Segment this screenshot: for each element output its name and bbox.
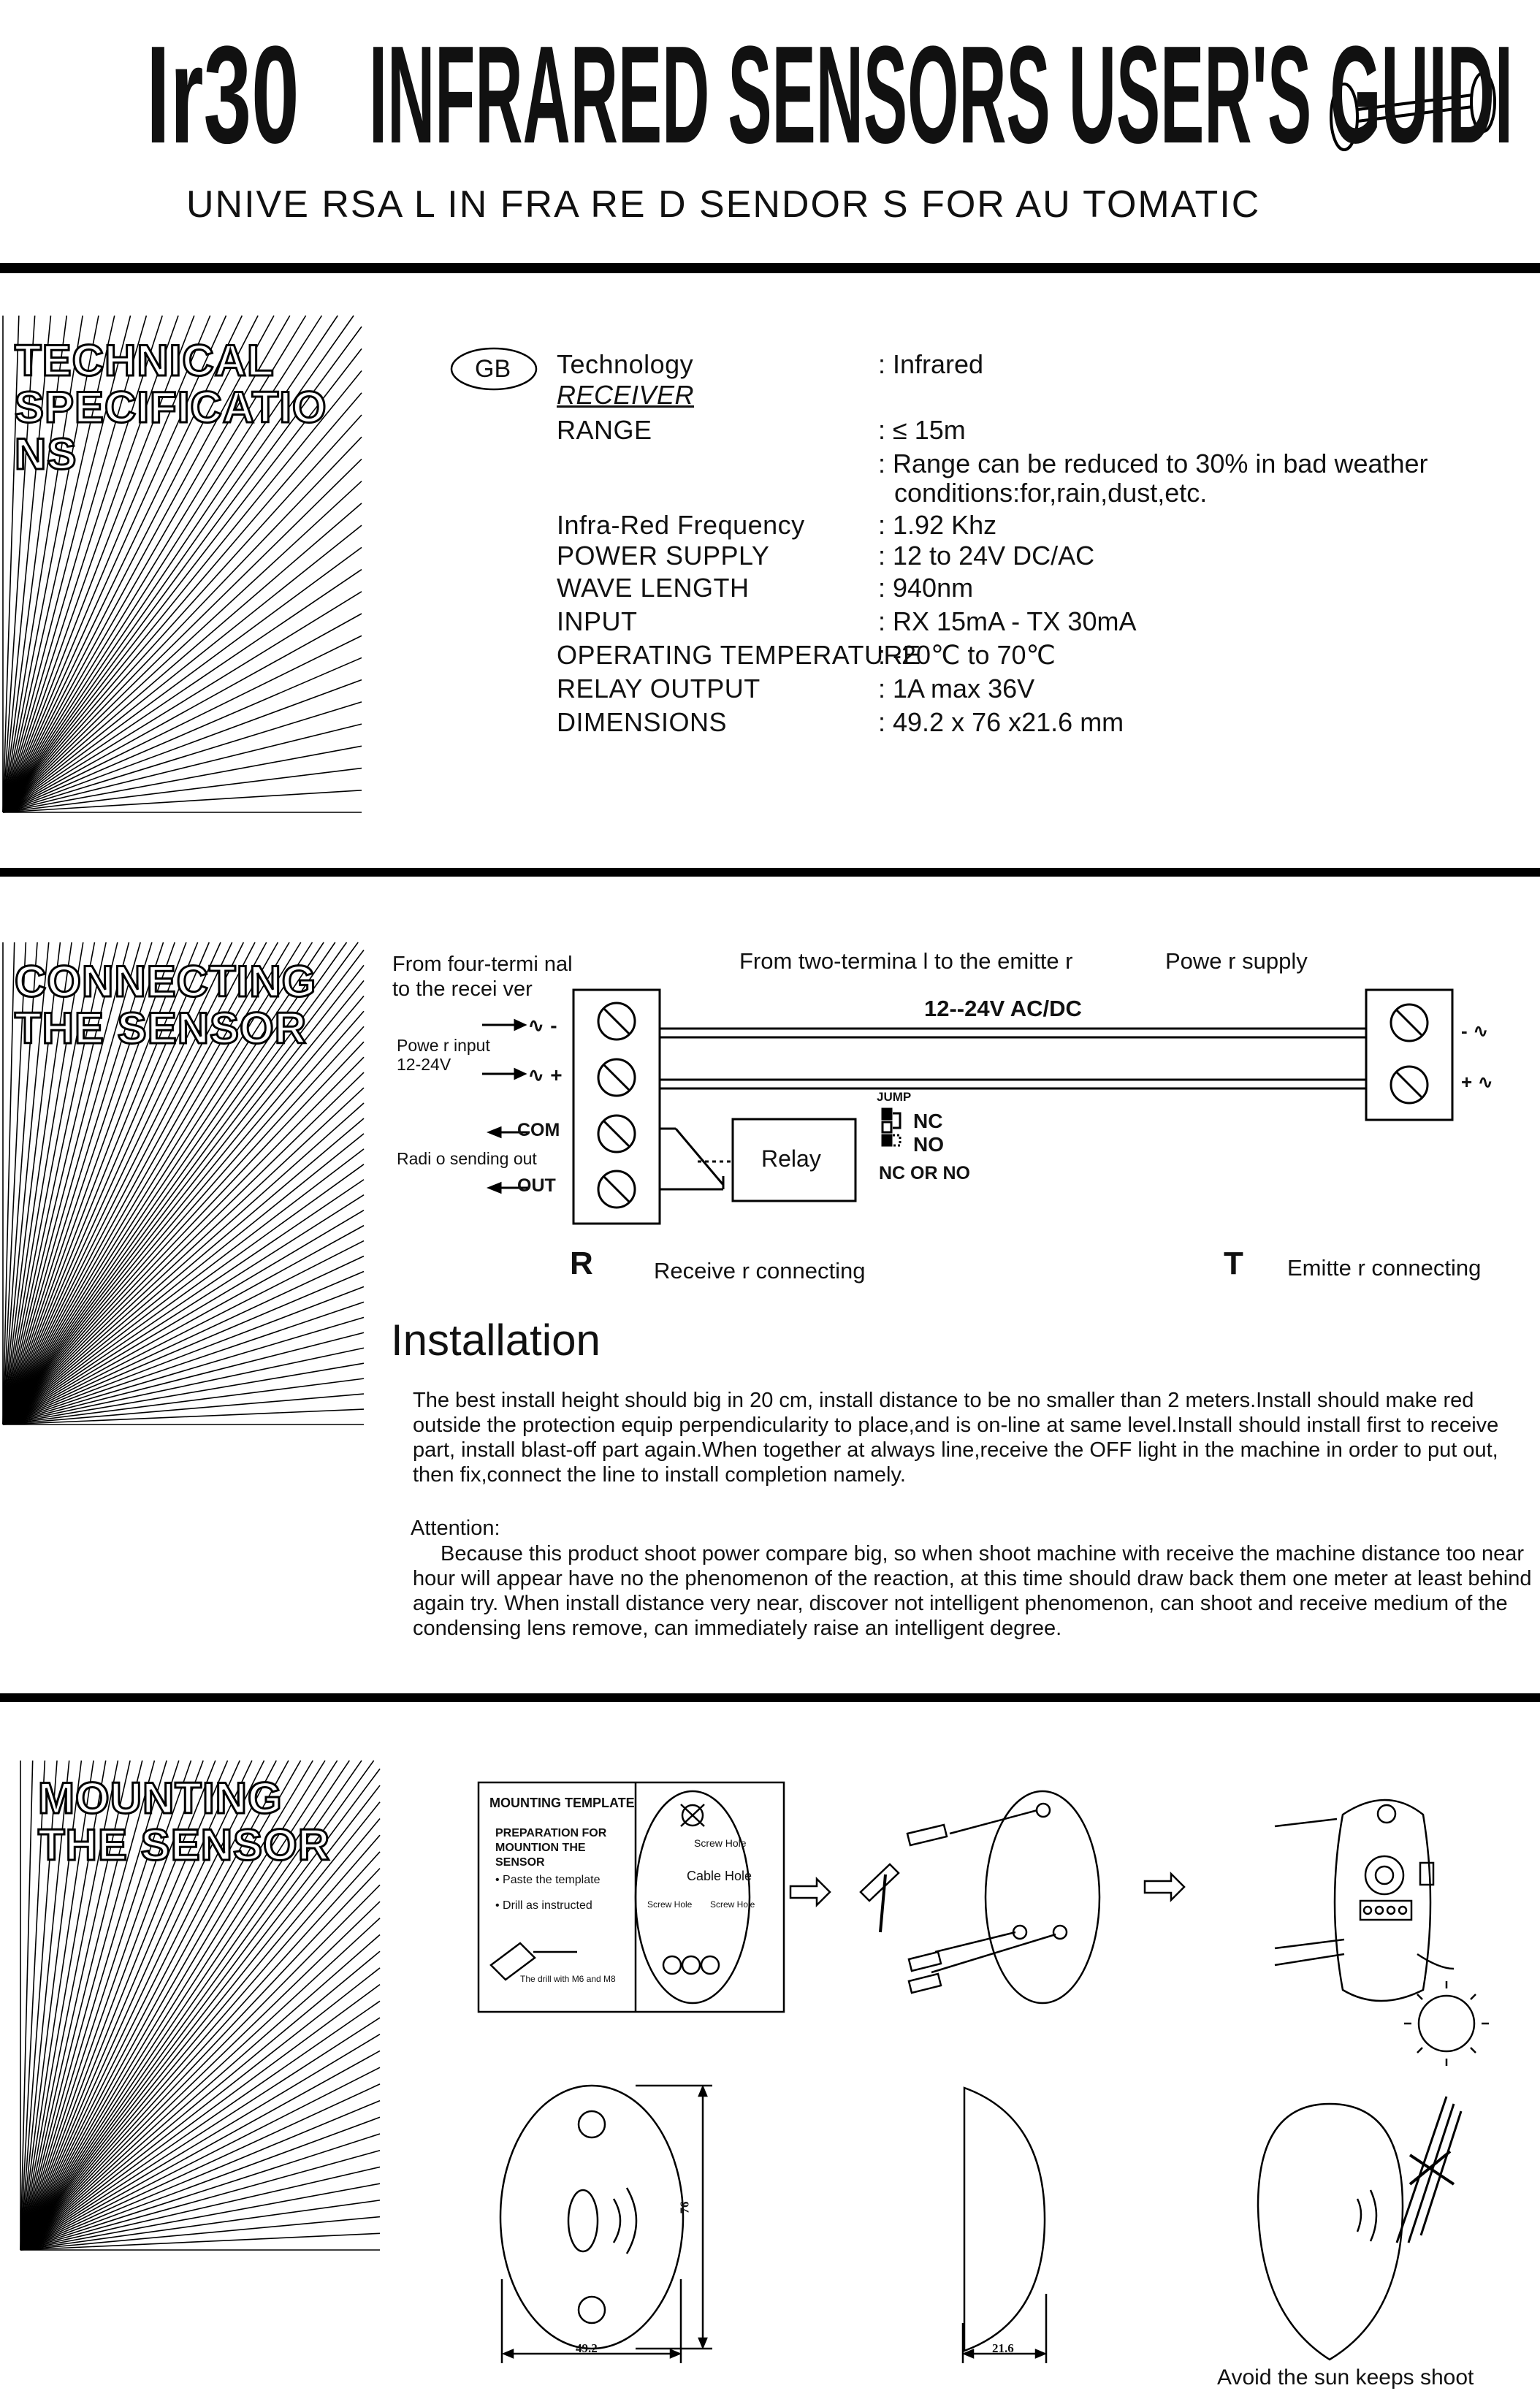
sunburst-ray bbox=[3, 724, 362, 812]
sunburst-ray bbox=[3, 570, 362, 812]
sun-rays bbox=[1404, 1981, 1489, 2066]
sunburst-ray bbox=[3, 459, 362, 812]
spec-label: POWER SUPPLY bbox=[557, 541, 770, 571]
template-title: MOUNTING TEMPLATE bbox=[489, 1796, 635, 1810]
lang-badge: GB bbox=[475, 355, 511, 383]
spec-row bbox=[557, 671, 1506, 704]
emitter-minus-symbol: - ∿ bbox=[1461, 1020, 1489, 1042]
spec-value: : 12 to 24V DC/AC bbox=[878, 541, 1095, 571]
sunburst-ray bbox=[3, 503, 362, 812]
sunburst-ray bbox=[3, 1409, 364, 1424]
template-drill-note: The drill with M6 and M8 bbox=[520, 1974, 616, 1984]
section-title-mounting: MOUNTING THE SENSOR bbox=[38, 1774, 331, 1869]
template-drill: • Drill as instructed bbox=[495, 1899, 592, 1912]
spec-row bbox=[557, 411, 1506, 446]
sunburst-ray bbox=[20, 1951, 380, 2250]
attention-paragraph: Because this product shoot power compare big, so when shoot machine with receive the machine distance too near hour will appear have no the phenomenon of the reaction, at this time should draw back them one meter at least behind again try. When install distance very near, discover not intelligent phenomenon, can shoot and receive medium of the condensing lens remove, can immediately raise an intelligent degree. bbox=[413, 1542, 1532, 1640]
attention-label: Attention: bbox=[411, 1517, 500, 1540]
power-input-label: Powe r input 12-24V bbox=[397, 1036, 490, 1074]
template-screw-hole: Screw Hole bbox=[694, 1837, 747, 1849]
spec-row bbox=[557, 704, 1506, 738]
sunburst-ray bbox=[20, 2233, 380, 2250]
dimension-depth: 21.6 bbox=[992, 2341, 1014, 2355]
spec-value: : Range can be reduced to 30% in bad weather bbox=[878, 449, 1428, 478]
emitter-letter: T bbox=[1224, 1246, 1243, 1281]
spec-value: : 49.2 x 76 x21.6 mm bbox=[878, 707, 1124, 737]
from-four-terminal-label: From four-termi nal to the recei ver bbox=[392, 953, 573, 1001]
sunburst-ray bbox=[20, 1761, 33, 2250]
title-model: Ir30 bbox=[146, 18, 300, 172]
template-cable-hole: Cable Hole bbox=[687, 1869, 752, 1883]
spec-value: : RX 15mA - TX 30mA bbox=[878, 606, 1137, 636]
sunburst-ray bbox=[20, 2217, 380, 2250]
power-supply-label: Powe r supply bbox=[1165, 948, 1308, 974]
spec-value: : Infrared bbox=[878, 349, 984, 379]
sunburst-ray bbox=[3, 768, 362, 812]
wiring-diagram bbox=[482, 990, 1452, 1224]
ac-plus-symbol: ∿ + bbox=[527, 1064, 563, 1086]
spec-label: INPUT bbox=[557, 606, 638, 636]
spec-row bbox=[557, 603, 1506, 637]
spec-label: DIMENSIONS bbox=[557, 707, 728, 737]
spec-row bbox=[557, 348, 1506, 380]
spec-value: : ≤ 15m bbox=[878, 415, 966, 445]
section-title-connecting: CONNECTING THE SENSOR bbox=[15, 957, 317, 1053]
emitter-plus-symbol: + ∿ bbox=[1461, 1071, 1494, 1093]
com-label: COM bbox=[517, 1120, 560, 1140]
section-title-specs: TECHNICAL SPECIFICATIO NS bbox=[15, 336, 327, 478]
sunburst-ray bbox=[3, 657, 362, 812]
template-screw-hole-right: Screw Hole bbox=[710, 1899, 755, 1910]
sunburst-ray bbox=[20, 1902, 380, 2250]
spec-label: RELAY OUTPUT bbox=[557, 674, 761, 703]
template-screw-hole-left: Screw Hole bbox=[647, 1899, 693, 1910]
avoid-sun-caption: Avoid the sun keeps shoot bbox=[1217, 2365, 1474, 2390]
spec-row bbox=[557, 380, 1506, 411]
spec-row bbox=[557, 571, 1506, 603]
sunburst-ray bbox=[3, 1134, 364, 1424]
no-label: NO bbox=[913, 1133, 944, 1156]
sunburst-ray bbox=[3, 525, 362, 812]
sunburst-ray bbox=[20, 1985, 380, 2250]
nc-label: NC bbox=[913, 1110, 943, 1132]
spec-value: : -20℃ to 70℃ bbox=[878, 640, 1056, 670]
spec-label: Infra-Red Frequency bbox=[557, 510, 805, 540]
template-paste: • Paste the template bbox=[495, 1874, 601, 1886]
divider-header bbox=[0, 263, 1540, 273]
sunburst-ray bbox=[3, 547, 362, 812]
installation-heading: Installation bbox=[391, 1316, 601, 1365]
subtitle: UNIVE RSA L IN FRA RE D SENDOR S FOR AU TOMATIC bbox=[186, 183, 1261, 226]
receiver-connecting-label: Receive r connecting bbox=[654, 1258, 866, 1284]
spec-label: RECEIVER bbox=[557, 380, 695, 410]
installation-paragraph: The best install height should big in 20 cm, install distance to be no smaller than 2 meters.Install should make red outside the protection equip perpendicularity to place,and is on-line at same level.Install should install first to receive part, install blast-off part again.When together at always line,receive the OFF light in the machine in order to put out, then fix,connect the line to install completion namely. bbox=[413, 1389, 1499, 1487]
sunburst-ray bbox=[3, 996, 364, 1424]
title-main: INFRARED SENSORS USER'S GUIDI bbox=[369, 18, 1513, 172]
emitter-connecting-label: Emitte r connecting bbox=[1287, 1255, 1482, 1281]
spec-label: RANGE bbox=[557, 415, 652, 445]
sunburst-ray bbox=[3, 1026, 364, 1424]
ac-minus-symbol: ∿ - bbox=[527, 1014, 557, 1037]
from-two-terminal-label: From two-termina l to the emitte r bbox=[739, 948, 1073, 974]
sunburst-ray bbox=[3, 1149, 364, 1424]
spec-row bbox=[557, 508, 1506, 541]
sunburst-ray bbox=[3, 1394, 364, 1424]
spec-value: : 940nm bbox=[878, 573, 974, 603]
sunburst-ray bbox=[3, 790, 362, 812]
relay-label: Relay bbox=[761, 1145, 821, 1172]
divider-specs bbox=[0, 868, 1540, 877]
sunburst-ray bbox=[20, 1835, 380, 2250]
nc-or-no-label: NC OR NO bbox=[879, 1163, 970, 1183]
radio-out-label: Radi o sending out bbox=[397, 1149, 537, 1168]
sunburst-ray bbox=[20, 1869, 380, 2250]
sunburst-ray bbox=[20, 2001, 380, 2250]
spec-value: conditions:for,rain,dust,etc. bbox=[894, 478, 1208, 508]
template-prep: PREPARATION FOR MOUNTION THE SENSOR bbox=[495, 1827, 607, 1869]
spec-value: : 1.92 Khz bbox=[878, 510, 997, 540]
spec-row bbox=[557, 479, 1506, 508]
sunburst-ray bbox=[3, 1210, 364, 1424]
receiver-terminal-screws bbox=[598, 1003, 635, 1208]
specs-table bbox=[557, 348, 1506, 738]
spec-label: OPERATING TEMPERATURE bbox=[557, 640, 921, 670]
sunburst-ray bbox=[3, 1057, 364, 1424]
spec-row bbox=[557, 446, 1506, 479]
mounting-illustrations bbox=[479, 1782, 1489, 2363]
receiver-letter: R bbox=[570, 1246, 593, 1281]
spec-label: WAVE LENGTH bbox=[557, 573, 750, 603]
spec-label: Technology bbox=[557, 349, 694, 379]
sunburst-ray bbox=[3, 1103, 364, 1424]
divider-connecting bbox=[0, 1693, 1540, 1702]
jump-label: JUMP bbox=[877, 1090, 912, 1104]
spec-value: : 1A max 36V bbox=[878, 674, 1035, 703]
spec-row bbox=[557, 541, 1506, 571]
dimension-height: 76 bbox=[677, 2201, 692, 2214]
voltage-label: 12--24V AC/DC bbox=[924, 996, 1082, 1021]
dimension-width: 49.2 bbox=[576, 2341, 598, 2355]
out-label: OUT bbox=[517, 1175, 556, 1196]
spec-row bbox=[557, 637, 1506, 671]
